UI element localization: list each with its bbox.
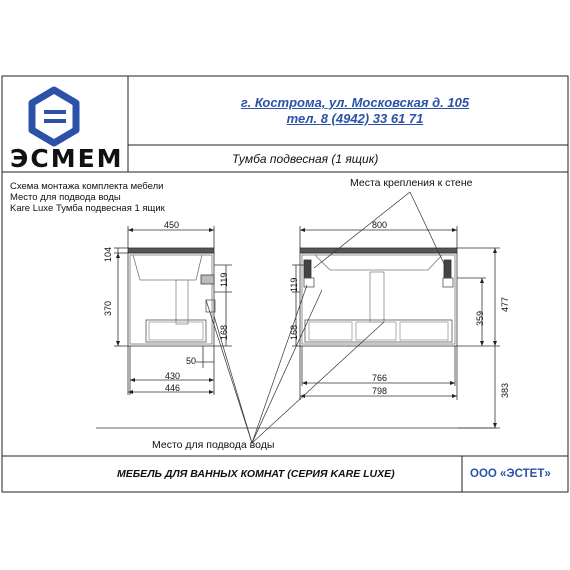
side-top-dim: 104 bbox=[103, 246, 113, 262]
phone-line[interactable]: тел. 8 (4942) 33 61 71 bbox=[286, 111, 424, 126]
company-name: ООО «ЭСТЕТ» bbox=[470, 468, 551, 480]
side-50-dim: 50 bbox=[186, 356, 197, 366]
side-119-dim: 119 bbox=[219, 272, 229, 287]
brand-logo-text: ЭСМЕМ bbox=[10, 144, 124, 173]
logo-mark bbox=[32, 90, 76, 143]
front-width-dim: 800 bbox=[372, 220, 388, 230]
front-383-dim: 383 bbox=[500, 382, 510, 398]
note-line-1: Схема монтажа комплекта мебели bbox=[10, 181, 164, 192]
series-title: МЕБЕЛЬ ДЛЯ ВАННЫХ КОМНАТ (СЕРИЯ KARE LUXE) bbox=[117, 468, 395, 480]
note-line-3: Kare Luxe Тумба подвесная 1 ящик bbox=[10, 203, 165, 214]
front-119-dim: 119 bbox=[289, 277, 299, 292]
side-430-dim: 430 bbox=[165, 371, 181, 381]
side-body-dim: 370 bbox=[103, 300, 113, 316]
front-477-dim: 477 bbox=[500, 296, 510, 312]
side-width-dim: 450 bbox=[164, 220, 180, 230]
product-title: Тумба подвесная (1 ящик) bbox=[232, 152, 379, 166]
water-supply-label: Место для подвода воды bbox=[152, 439, 275, 451]
outer-frame bbox=[2, 76, 568, 492]
side-view bbox=[114, 226, 232, 395]
mounting-points-label: Места крепления к стене bbox=[350, 177, 473, 189]
front-view bbox=[292, 226, 500, 428]
address-line-1[interactable]: г. Кострома, ул. Московская д. 105 bbox=[240, 95, 470, 110]
note-line-2: Место для подвода воды bbox=[10, 192, 121, 203]
side-168-dim: 168 bbox=[219, 324, 229, 340]
front-766-dim: 766 bbox=[372, 373, 388, 383]
front-359-dim: 359 bbox=[475, 310, 485, 326]
front-168-dim: 168 bbox=[289, 324, 299, 340]
front-798-dim: 798 bbox=[372, 386, 388, 396]
side-446-dim: 446 bbox=[165, 383, 181, 393]
arrowheads bbox=[116, 228, 497, 428]
